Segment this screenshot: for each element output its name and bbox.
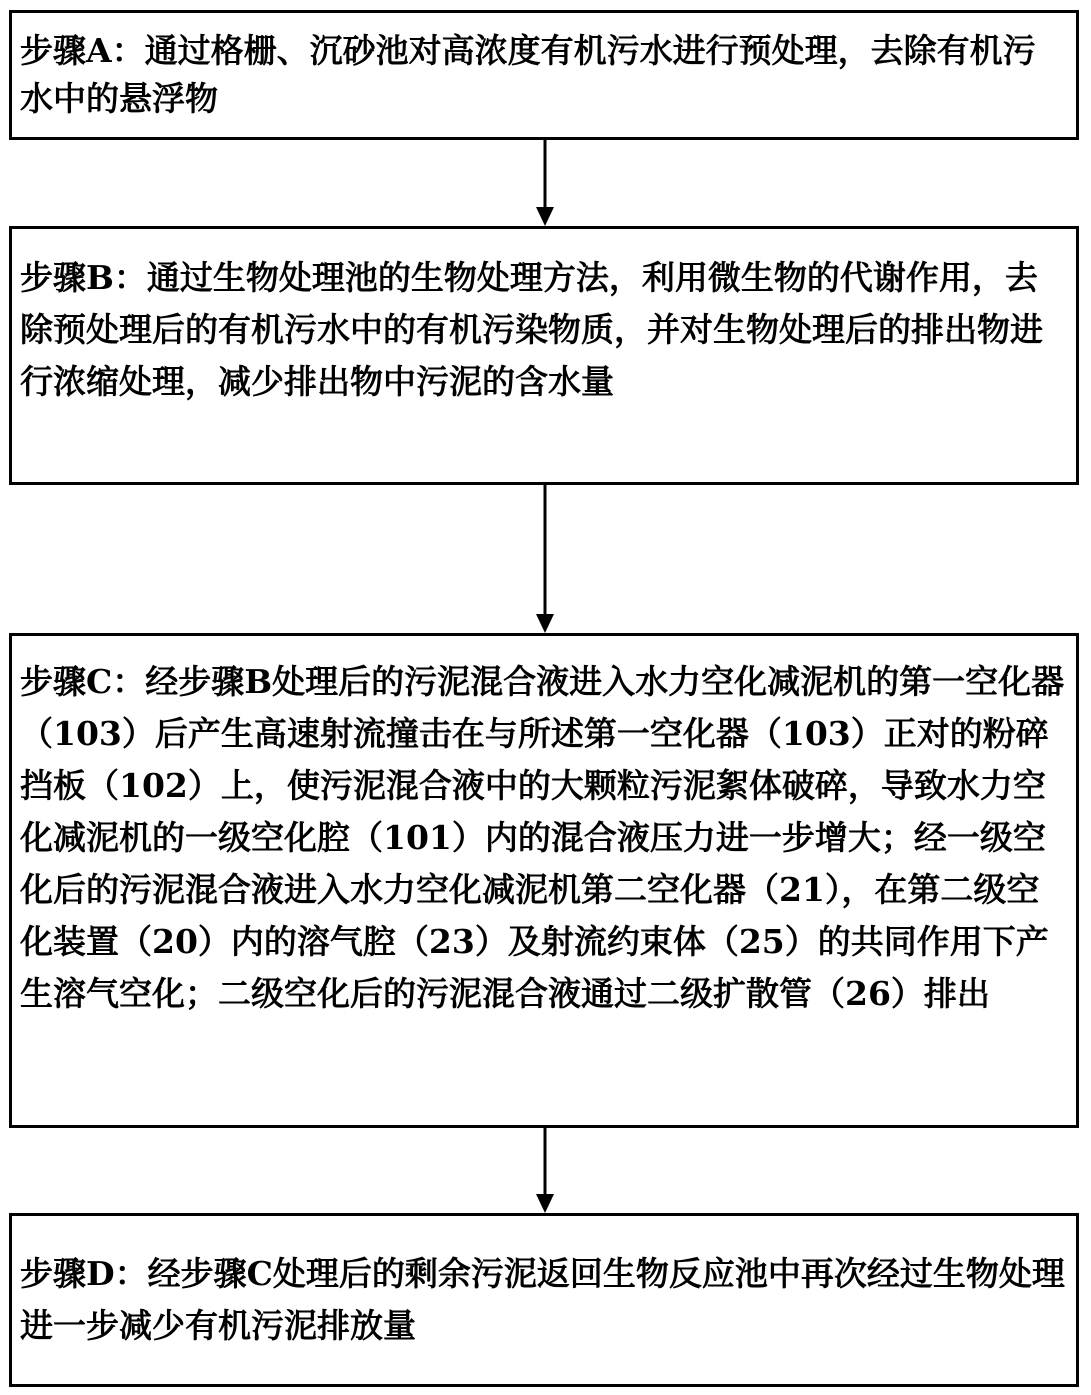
arrow-b-to-c bbox=[536, 485, 554, 633]
step-c-text: 步骤C：经步骤B处理后的污泥混合液进入水力空化减泥机的第一空化器（103）后产生高速射流撞击在与所述第一空化器（103）正对的粉碎挡板（102）上，使污泥混合液中的大颗粒污泥絮体破碎，导致水力空化减泥机的一级空化腔（101）内的混合液压力进一步增大；经一级空化后的污泥混合液进入水力空化减泥机第二空化器（21），在第二级空化装置（20）内的溶气腔（23）及射流约束体（25）的共同作用下产生溶气空化；二级空化后的污泥混合液通过二级扩散管（26）排出 bbox=[20, 662, 1065, 1013]
arrow-a-to-b bbox=[536, 140, 554, 226]
step-a-text: 步骤A：通过格栅、沉砂池对高浓度有机污水进行预处理，去除有机污水中的悬浮物 bbox=[20, 31, 1036, 118]
step-b-text: 步骤B：通过生物处理池的生物处理方法，利用微生物的代谢作用，去除预处理后的有机污水中的有机污染物质，并对生物处理后的排出物进行浓缩处理，减少排出物中污泥的含水量 bbox=[20, 258, 1043, 401]
step-d-text: 步骤D：经步骤C处理后的剩余污泥返回生物反应池中再次经过生物处理进一步减少有机污泥排放量 bbox=[20, 1254, 1065, 1345]
arrow-c-to-d bbox=[536, 1128, 554, 1213]
